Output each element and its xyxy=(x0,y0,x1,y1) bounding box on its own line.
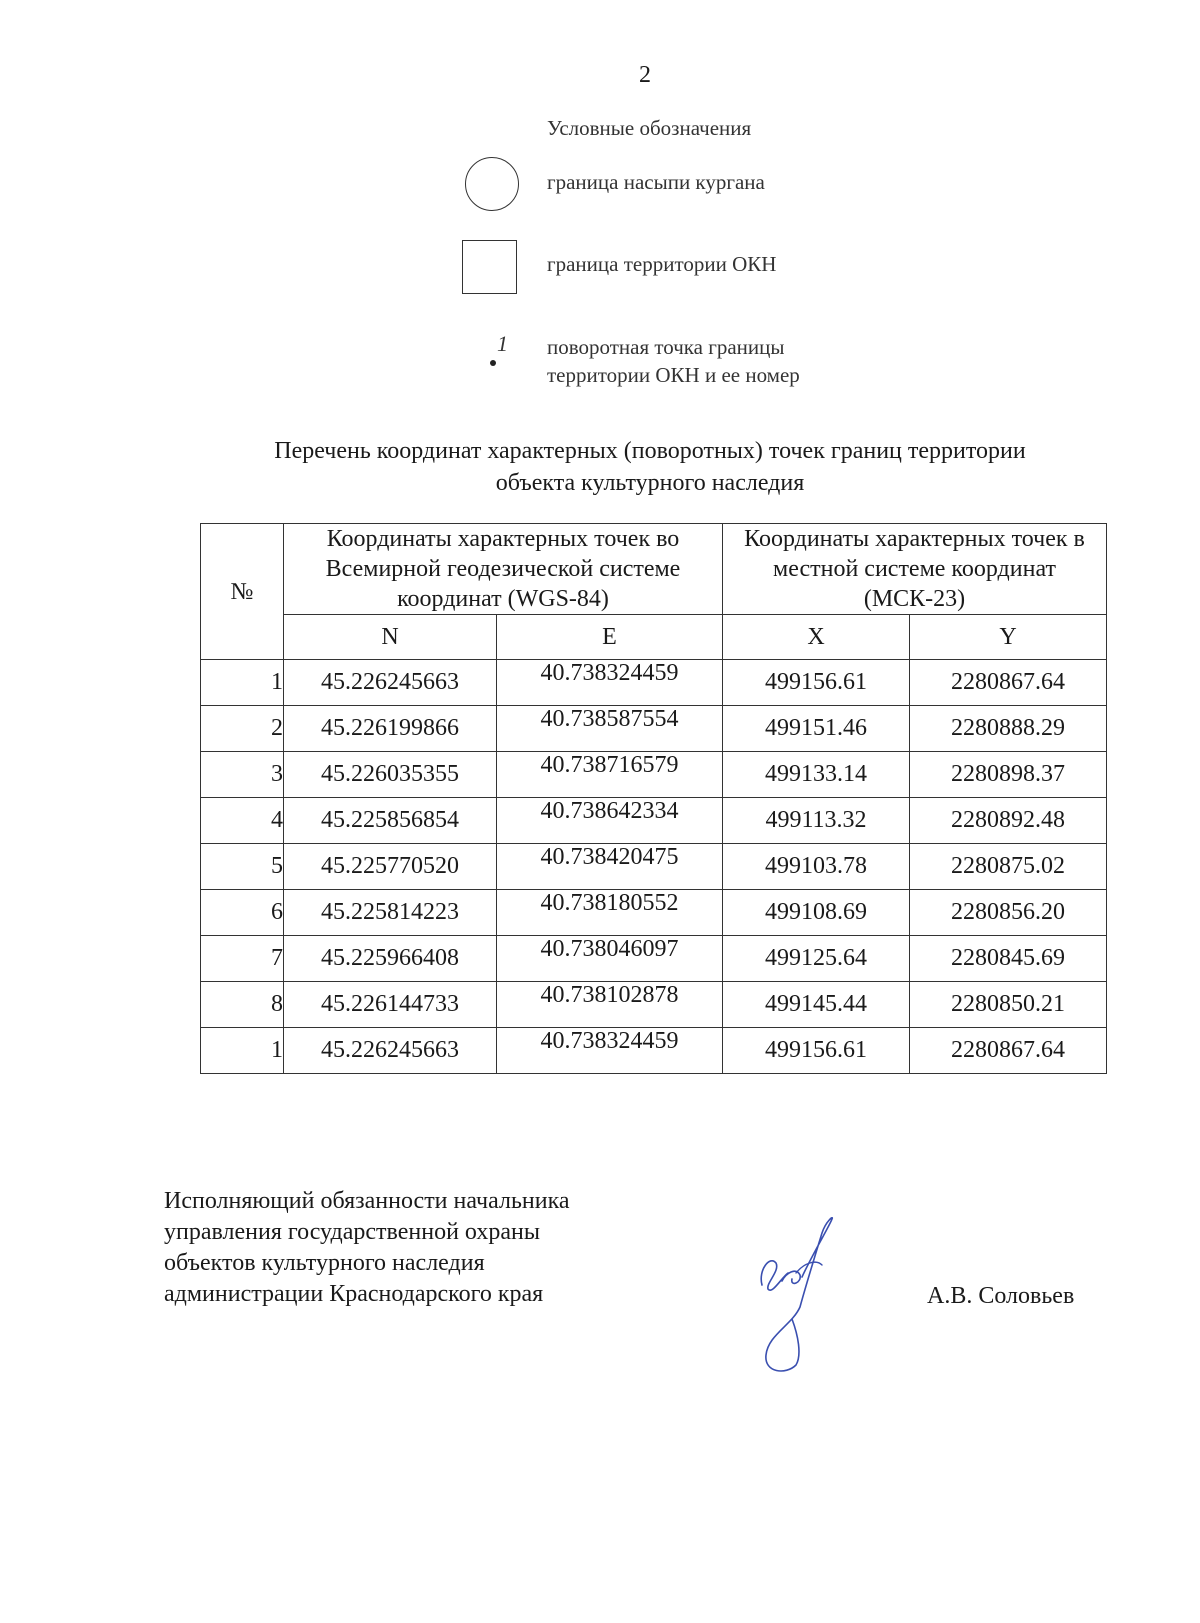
position-line3: объектов культурного наследия xyxy=(164,1250,485,1276)
cell-n: 45.225856854 xyxy=(284,798,497,844)
cell-e: 40.738324459 xyxy=(497,660,723,706)
row-number: 4 xyxy=(201,798,284,844)
list-title xyxy=(180,435,1120,499)
header-y: Y xyxy=(910,615,1107,660)
row-number: 1 xyxy=(201,1028,284,1074)
cell-y: 2280850.21 xyxy=(910,982,1107,1028)
cell-e: 40.738324459 xyxy=(497,1028,723,1074)
cell-n: 45.226035355 xyxy=(284,752,497,798)
coordinates-table xyxy=(200,523,1107,1074)
list-title-line2: объекта культурного наследия xyxy=(495,470,805,496)
cell-y: 2280875.02 xyxy=(910,844,1107,890)
cell-y: 2280856.20 xyxy=(910,890,1107,936)
cell-y: 2280898.37 xyxy=(910,752,1107,798)
legend-point-number: 1 xyxy=(497,331,508,356)
legend-label-territory: граница территории ОКН xyxy=(547,252,777,276)
row-number: 5 xyxy=(201,844,284,890)
table-row xyxy=(201,936,1107,982)
cell-n: 45.226245663 xyxy=(284,1028,497,1074)
list-title-line1: Перечень координат характерных (поворотных) точек границ территории xyxy=(274,438,1026,464)
header-number: № xyxy=(201,524,284,660)
cell-e: 40.738102878 xyxy=(497,982,723,1028)
header-e: E xyxy=(497,615,723,660)
header-n: N xyxy=(284,615,497,660)
table-row xyxy=(201,660,1107,706)
header-wgs84: Координаты характерных точек во Всемирной геодезической системе координат (WGS-84) xyxy=(284,524,723,615)
cell-e: 40.738587554 xyxy=(497,706,723,752)
cell-x: 499133.14 xyxy=(723,752,910,798)
position-line4: администрации Краснодарского края xyxy=(164,1281,544,1307)
legend-label-point-line1: поворотная точка границы xyxy=(547,335,785,359)
table-row xyxy=(201,890,1107,936)
cell-e: 40.738046097 xyxy=(497,936,723,982)
square-legend-icon xyxy=(462,240,517,294)
handwritten-signature xyxy=(752,1215,862,1390)
header-msk23: Координаты характерных точек в местной системе координат (МСК-23) xyxy=(723,524,1107,615)
cell-x: 499156.61 xyxy=(723,1028,910,1074)
cell-n: 45.226245663 xyxy=(284,660,497,706)
cell-n: 45.225814223 xyxy=(284,890,497,936)
cell-x: 499113.32 xyxy=(723,798,910,844)
table-row xyxy=(201,982,1107,1028)
cell-x: 499103.78 xyxy=(723,844,910,890)
circle-legend-icon xyxy=(465,157,519,211)
cell-y: 2280845.69 xyxy=(910,936,1107,982)
signer-name: А.В. Соловьев xyxy=(927,1283,1075,1309)
cell-x: 499151.46 xyxy=(723,706,910,752)
page-number: 2 xyxy=(639,62,651,88)
row-number: 8 xyxy=(201,982,284,1028)
legend-label-mound: граница насыпи кургана xyxy=(547,170,765,194)
cell-x: 499156.61 xyxy=(723,660,910,706)
legend-label-point-line2: территории ОКН и ее номер xyxy=(547,363,800,387)
cell-x: 499125.64 xyxy=(723,936,910,982)
cell-n: 45.225966408 xyxy=(284,936,497,982)
row-number: 1 xyxy=(201,660,284,706)
cell-x: 499145.44 xyxy=(723,982,910,1028)
cell-y: 2280892.48 xyxy=(910,798,1107,844)
legend-title: Условные обозначения xyxy=(547,116,752,140)
cell-n: 45.225770520 xyxy=(284,844,497,890)
cell-y: 2280867.64 xyxy=(910,660,1107,706)
cell-y: 2280888.29 xyxy=(910,706,1107,752)
table-row xyxy=(201,752,1107,798)
row-number: 7 xyxy=(201,936,284,982)
row-number: 6 xyxy=(201,890,284,936)
signature-block xyxy=(164,1186,570,1310)
cell-e: 40.738180552 xyxy=(497,890,723,936)
position-line1: Исполняющий обязанности начальника xyxy=(164,1188,570,1214)
table-row xyxy=(201,844,1107,890)
cell-e: 40.738420475 xyxy=(497,844,723,890)
cell-n: 45.226199866 xyxy=(284,706,497,752)
header-x: X xyxy=(723,615,910,660)
cell-y: 2280867.64 xyxy=(910,1028,1107,1074)
row-number: 3 xyxy=(201,752,284,798)
table-row xyxy=(201,798,1107,844)
point-legend-icon xyxy=(490,360,496,366)
cell-e: 40.738642334 xyxy=(497,798,723,844)
cell-n: 45.226144733 xyxy=(284,982,497,1028)
position-line2: управления государственной охраны xyxy=(164,1219,540,1245)
table-row xyxy=(201,1028,1107,1074)
cell-x: 499108.69 xyxy=(723,890,910,936)
cell-e: 40.738716579 xyxy=(497,752,723,798)
table-row xyxy=(201,706,1107,752)
row-number: 2 xyxy=(201,706,284,752)
